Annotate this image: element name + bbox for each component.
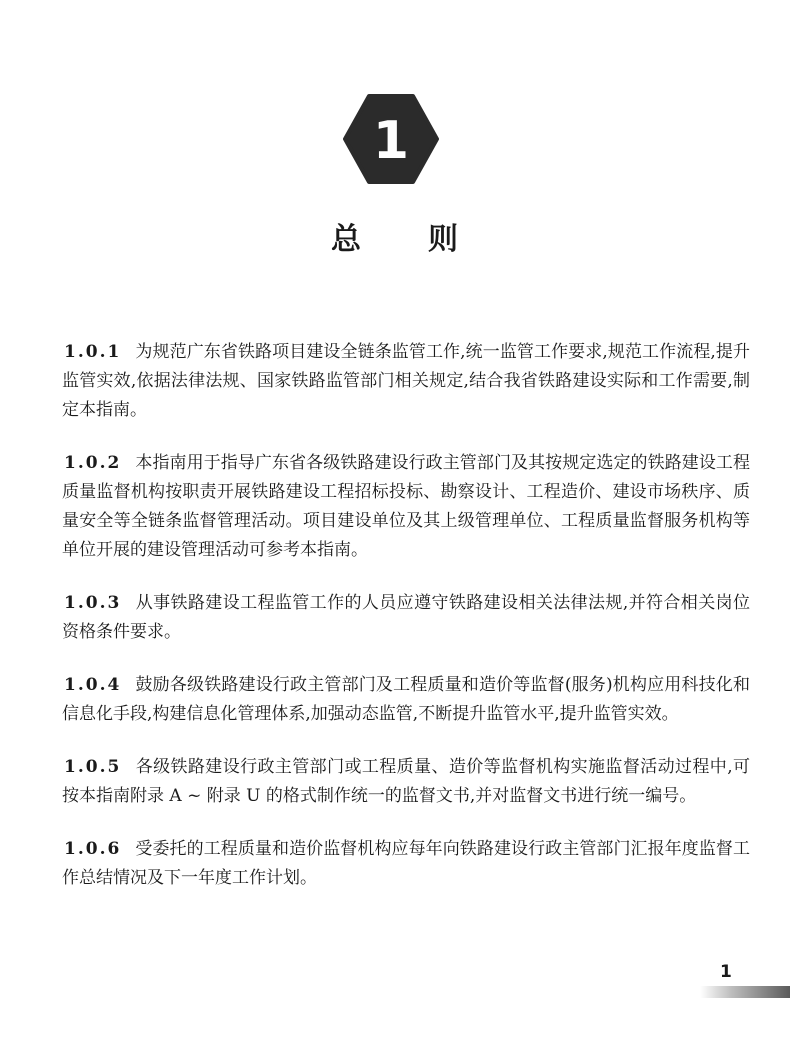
clause-1-0-4 xyxy=(62,671,750,729)
clause-number: 1.0.1 xyxy=(64,342,122,362)
chapter-number: 1 xyxy=(372,111,410,171)
hexagon-badge-icon xyxy=(342,94,440,184)
clause-text: 鼓励各级铁路建设行政主管部门及工程质量和造价等监督(服务)机构应用科技化和信息化手段,构建信息化管理体系,加强动态监管,不断提升监管水平,提升监管实效。 xyxy=(62,675,750,724)
chapter-title-char-1: 总 xyxy=(331,222,362,257)
clause-list xyxy=(62,338,750,917)
clause-text: 从事铁路建设工程监管工作的人员应遵守铁路建设相关法律法规,并符合相关岗位资格条件要求。 xyxy=(62,593,750,642)
clause-1-0-2 xyxy=(62,449,750,565)
chapter-number-badge xyxy=(342,94,440,184)
chapter-title xyxy=(0,214,790,258)
page-number: 1 xyxy=(720,962,732,982)
clause-number: 1.0.6 xyxy=(64,839,122,859)
clause-number: 1.0.5 xyxy=(64,757,122,777)
clause-number: 1.0.4 xyxy=(64,675,122,695)
clause-number: 1.0.3 xyxy=(64,593,122,613)
clause-1-0-6 xyxy=(62,835,750,893)
clause-1-0-5 xyxy=(62,753,750,811)
clause-text: 为规范广东省铁路项目建设全链条监管工作,统一监管工作要求,规范工作流程,提升监管实效,依据法律法规、国家铁路监管部门相关规定,结合我省铁路建设实际和工作需要,制定本指南。 xyxy=(62,342,750,420)
page-footer-gradient-bar xyxy=(700,986,790,998)
clause-text: 各级铁路建设行政主管部门或工程质量、造价等监督机构实施监督活动过程中,可按本指南附录 A ~ 附录 U 的格式制作统一的监督文书,并对监督文书进行统一编号。 xyxy=(62,757,750,806)
clause-text: 受委托的工程质量和造价监督机构应每年向铁路建设行政主管部门汇报年度监督工作总结情况及下一年度工作计划。 xyxy=(62,839,750,888)
clause-number: 1.0.2 xyxy=(64,453,122,473)
clause-1-0-1 xyxy=(62,338,750,425)
clause-1-0-3 xyxy=(62,589,750,647)
clause-text: 本指南用于指导广东省各级铁路建设行政主管部门及其按规定选定的铁路建设工程质量监督机构按职责开展铁路建设工程招标投标、勘察设计、工程造价、建设市场秩序、质量安全等全链条监督管理活动。项目建设单位及其上级管理单位、工程质量监督服务机构等单位开展的建设管理活动可参考本指南。 xyxy=(62,453,750,560)
chapter-title-char-2: 则 xyxy=(428,222,459,257)
